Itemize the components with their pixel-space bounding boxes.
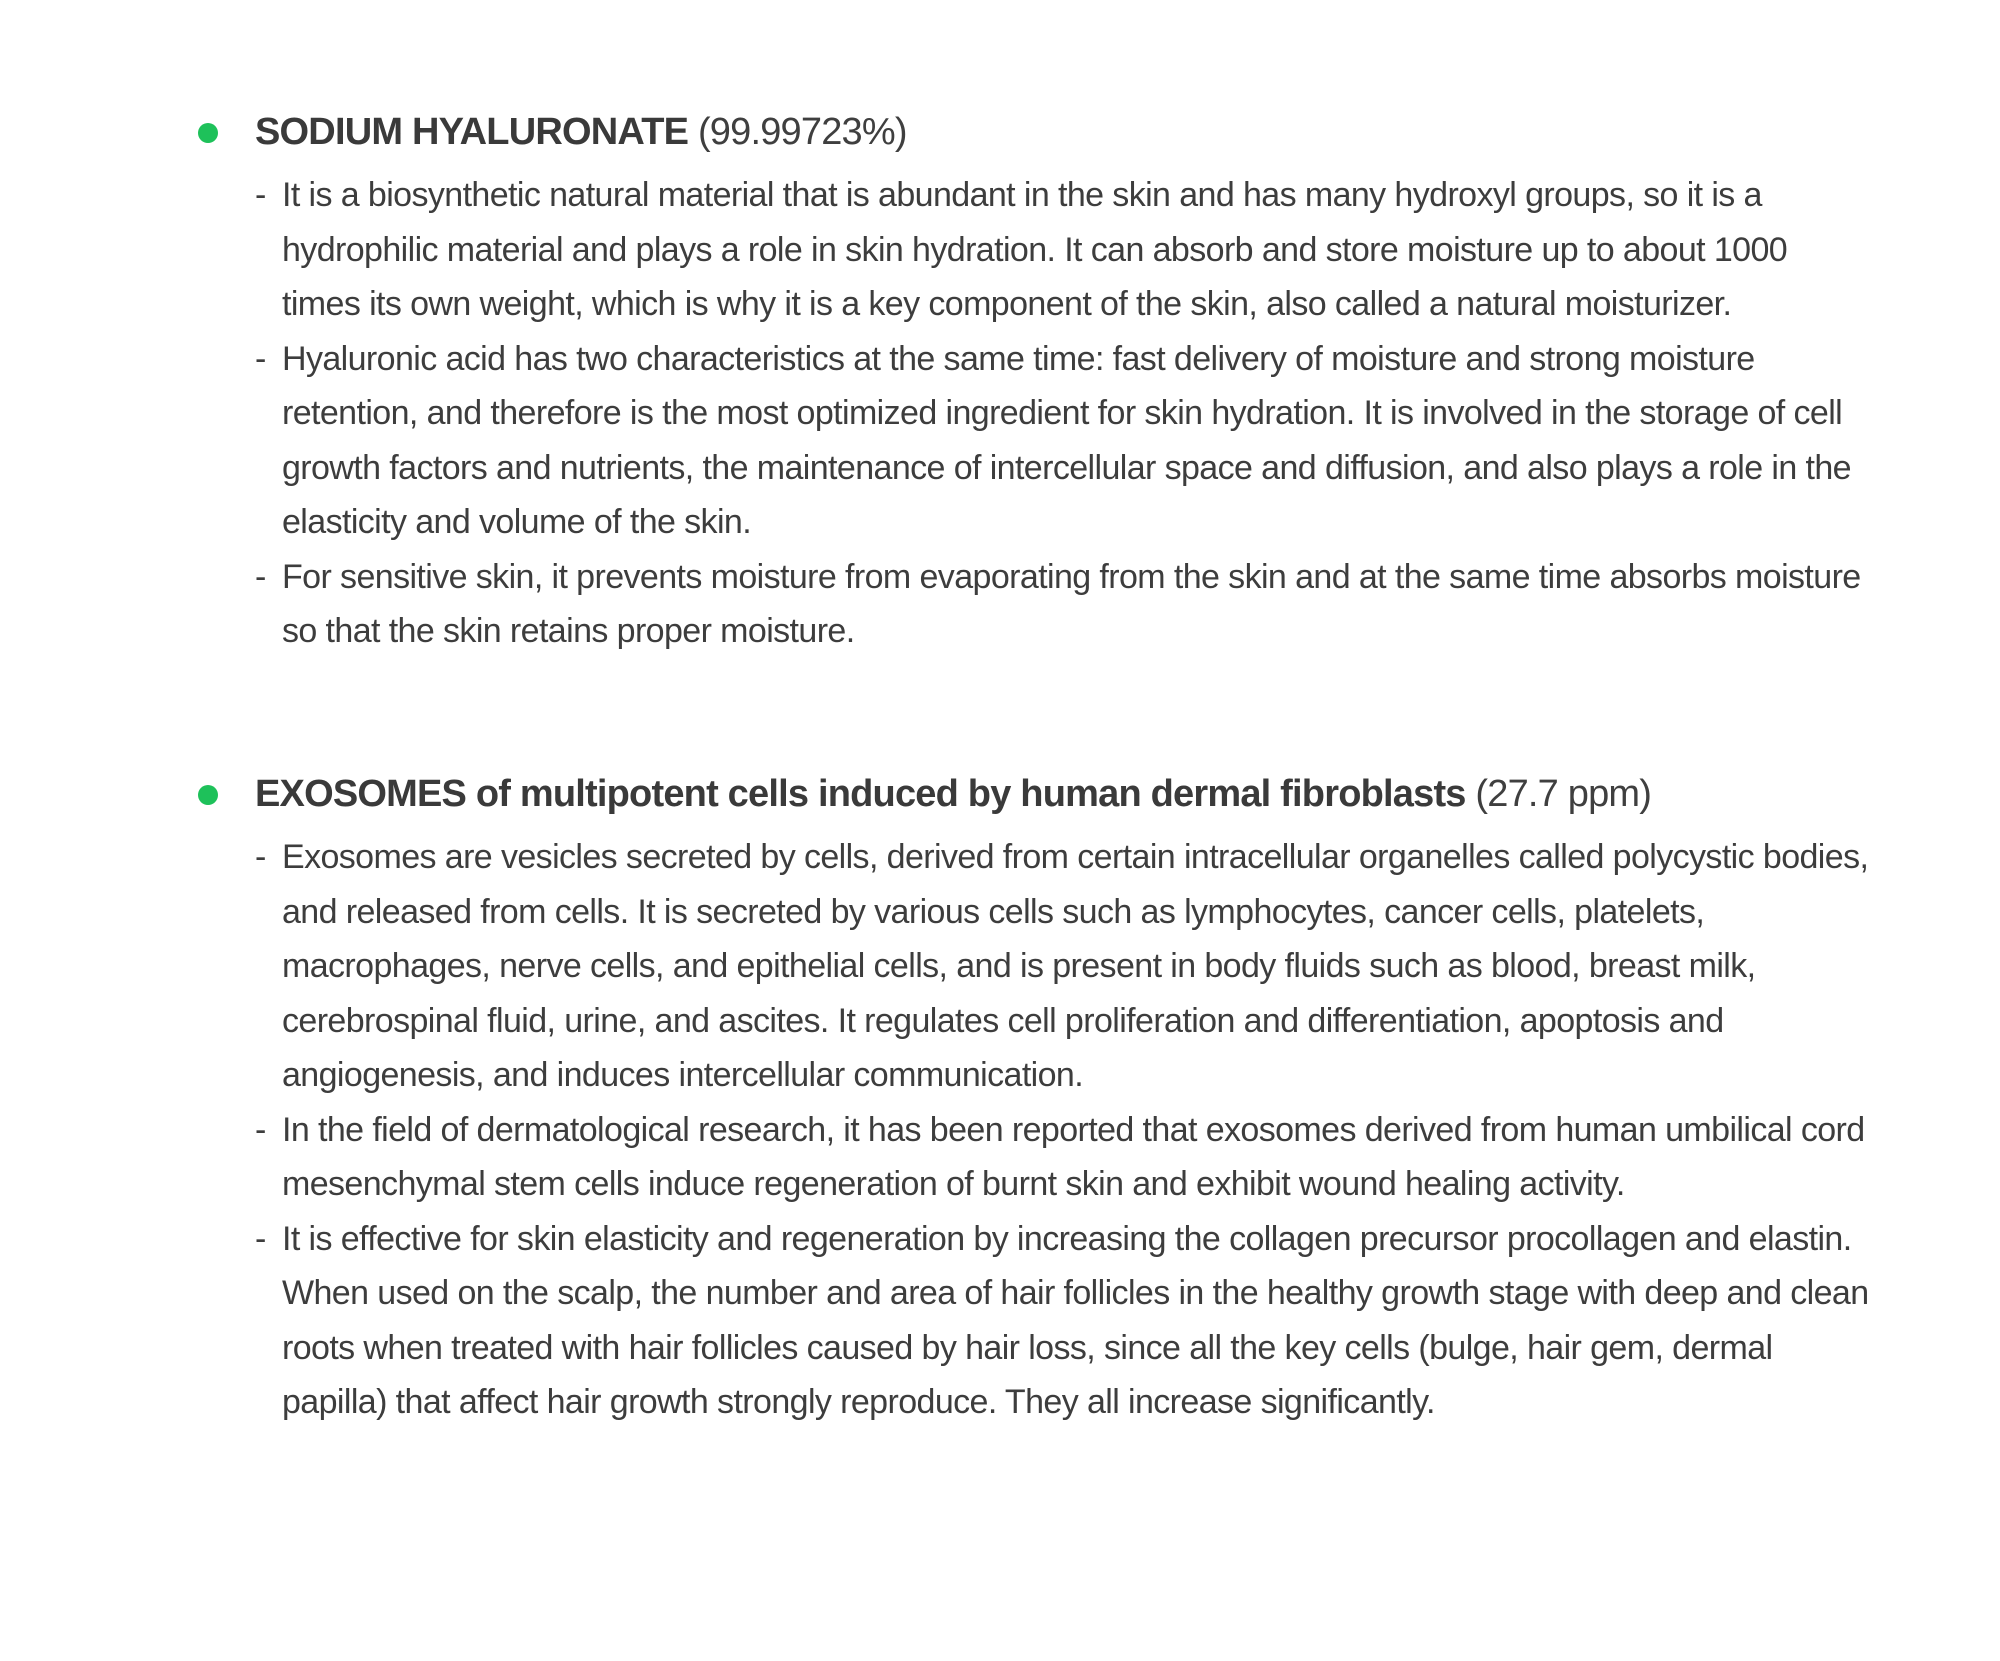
description-point	[255, 830, 1872, 1103]
dash-marker: -	[255, 557, 266, 596]
dash-marker: -	[255, 838, 266, 876]
exosomes-points	[255, 830, 1869, 1430]
green-circle-bullet-icon	[198, 785, 218, 805]
dash-marker: -	[255, 176, 266, 214]
ingredient-title: EXOSOMES of multipotent cells induced by human dermal fibroblasts	[255, 773, 1466, 815]
dash-marker: -	[255, 1219, 266, 1258]
description-point	[255, 1212, 1872, 1430]
description-text: Hyaluronic acid has two characteristics at the same time: fast delivery of moisture and strong moisture retention, and therefore is the most optimized ingredient for skin hydration. It is involved in the storage of cell growth factors and nutrients, the maintenance of intercellular space and diffusion, and also plays a role in the elasticity and volume of the skin.	[282, 339, 1851, 541]
description-point	[255, 168, 1872, 332]
ingredient-title: SODIUM HYALURONATE	[255, 111, 689, 153]
sodium-hyaluronate-section	[198, 108, 1861, 659]
description-point	[255, 332, 1872, 550]
ingredient-concentration: (27.7 ppm)	[1465, 773, 1652, 815]
description-text: In the field of dermatological research, it has been reported that exosomes derived from human umbilical cord mesenchymal stem cells induce regeneration of burnt skin and exhibit wound healing activity.	[282, 1110, 1865, 1203]
exosomes-section	[198, 770, 1869, 1430]
green-circle-bullet-icon	[198, 123, 218, 143]
dash-marker: -	[255, 1110, 266, 1149]
sodium-hyaluronate-points	[255, 168, 1861, 659]
ingredient-concentration: (99.99723%)	[688, 111, 907, 153]
description-text: It is a biosynthetic natural material that is abundant in the skin and has many hydroxyl groups, so it is a hydrophilic material and plays a role in skin hydration. It can absorb and store moisture up to about 1000 times its own weight, which is why it is a key component of the skin, also called a natural moisturizer.	[282, 176, 1788, 323]
description-text: Exosomes are vesicles secreted by cells, derived from certain intracellular organelles called polycystic bodies, and released from cells. It is secreted by various cells such as lymphocytes, cancer cells, platelets, macrophages, nerve cells, and epithelial cells, and is present in body fluids such as blood, breast milk, cerebrospinal fluid, urine, and ascites. It regulates cell proliferation and differentiation, apoptosis and angiogenesis, and induces intercellular communication.	[282, 838, 1869, 1094]
description-point	[255, 1103, 1872, 1212]
description-text: It is effective for skin elasticity and regeneration by increasing the collagen precursor procollagen and elastin. When used on the scalp, the number and area of hair follicles in the healthy growth stage with deep and clean roots when treated with hair follicles caused by hair loss, since all the key cells (bulge, hair gem, dermal papilla) that affect hair growth strongly reproduce. They all increase significantly.	[282, 1219, 1869, 1421]
description-text: For sensitive skin, it prevents moisture from evaporating from the skin and at the same time absorbs moisture so that the skin retains proper moisture.	[282, 557, 1861, 650]
dash-marker: -	[255, 339, 266, 378]
sodium-hyaluronate-heading	[255, 108, 1838, 156]
description-point	[255, 550, 1872, 659]
exosomes-heading	[255, 770, 1838, 818]
